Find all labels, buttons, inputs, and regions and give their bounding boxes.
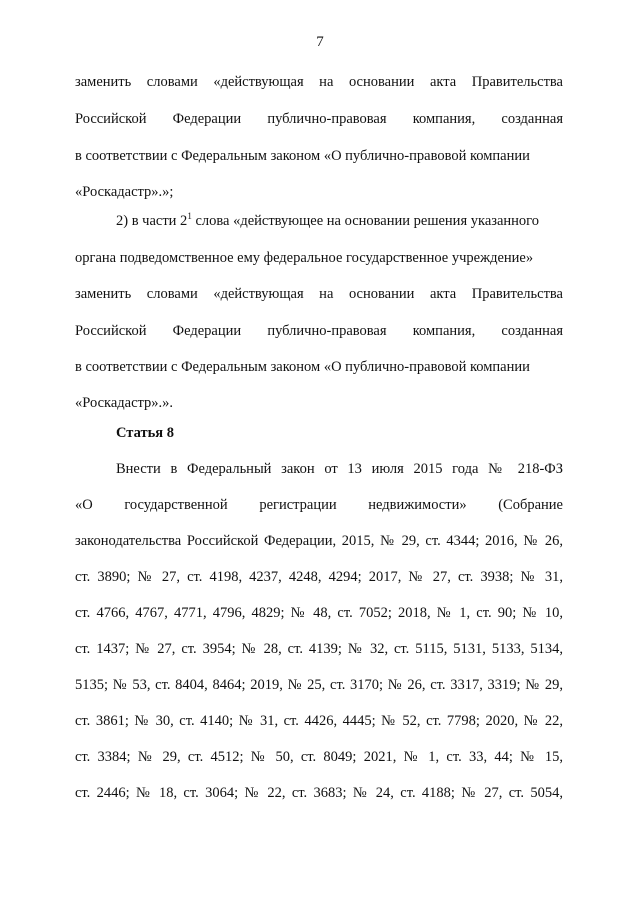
- paragraph-3-line: ст. 1437; № 27, ст. 3954; № 28, ст. 4139; № 32, ст. 5115, 5131, 5133, 5134,: [75, 641, 563, 657]
- paragraph-1-line: «Роскадастр».»;: [75, 184, 174, 200]
- paragraph-1-line: Российской Федерации публично-правовая компания, созданная: [75, 111, 563, 127]
- page-number: 7: [316, 34, 324, 50]
- paragraph-1-line: в соответствии с Федеральным законом «О публично-правовой компании: [75, 148, 530, 164]
- paragraph-3-line: ст. 4766, 4767, 4771, 4796, 4829; № 48, ст. 7052; 2018, № 1, ст. 90; № 10,: [75, 605, 563, 621]
- paragraph-3-line: ст. 2446; № 18, ст. 3064; № 22, ст. 3683; № 24, ст. 4188; № 27, ст. 5054,: [75, 785, 563, 801]
- paragraph-2-suffix: слова «действующее на основании решения указанного: [191, 213, 540, 229]
- paragraph-2-line: в соответствии с Федеральным законом «О публично-правовой компании: [75, 359, 530, 375]
- paragraph-3-line: ст. 3384; № 29, ст. 4512; № 50, ст. 8049; 2021, № 1, ст. 33, 44; № 15,: [75, 749, 563, 765]
- paragraph-2-line: заменить словами «действующая на основании акта Правительства: [75, 286, 563, 302]
- paragraph-1-line: заменить словами «действующая на основании акта Правительства: [75, 74, 563, 90]
- paragraph-2-line: Российской Федерации публично-правовая компания, созданная: [75, 323, 563, 339]
- superscript-number: 1: [187, 211, 192, 221]
- paragraph-3-line: ст. 3861; № 30, ст. 4140; № 31, ст. 4426, 4445; № 52, ст. 7798; 2020, № 22,: [75, 713, 563, 729]
- paragraph-3-line: 5135; № 53, ст. 8404, 8464; 2019, № 25, ст. 3170; № 26, ст. 3317, 3319; № 29,: [75, 677, 563, 693]
- paragraph-3-line: ст. 3890; № 27, ст. 4198, 4237, 4248, 4294; 2017, № 27, ст. 3938; № 31,: [75, 569, 563, 585]
- paragraph-2-line: «Роскадастр».».: [75, 395, 174, 411]
- paragraph-3-line: законодательства Российской Федерации, 2015, № 29, ст. 4344; 2016, № 26,: [75, 533, 563, 549]
- paragraph-2-line: органа подведомственное ему федеральное государственное учреждение»: [75, 250, 534, 266]
- article-heading: Статья 8: [116, 425, 174, 441]
- paragraph-3-line: «О государственной регистрации недвижимости» (Собрание: [75, 497, 563, 513]
- paragraph-3-first-line: Внести в Федеральный закон от 13 июля 2015 года № 218-ФЗ: [116, 461, 563, 477]
- paragraph-2-first-line: [116, 212, 563, 230]
- paragraph-2-prefix: 2) в части 2: [116, 213, 188, 229]
